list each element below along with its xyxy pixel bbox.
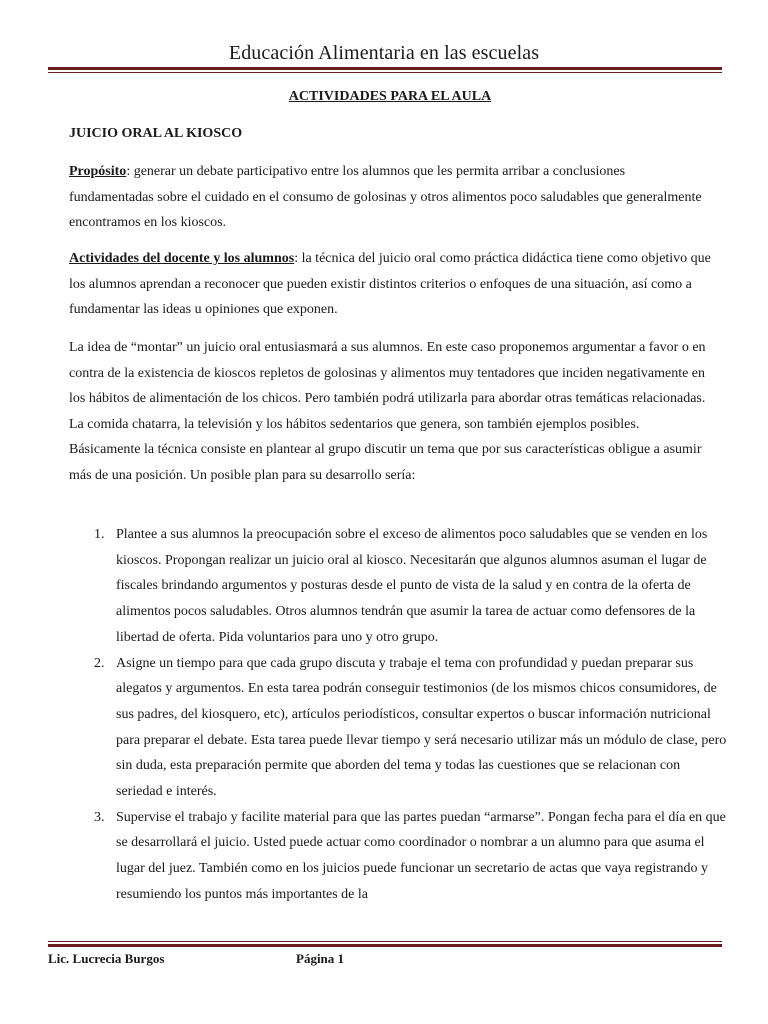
actividades-paragraph <box>69 246 713 323</box>
list-item <box>69 805 729 908</box>
list-item-number: 2. <box>94 655 105 671</box>
steps-list <box>69 522 729 908</box>
footer-rule <box>48 941 722 947</box>
proposito-label: Propósito <box>69 164 127 179</box>
activity-subtitle: JUICIO ORAL AL KIOSCO <box>69 126 243 141</box>
proposito-text: : generar un debate participativo entre los alumnos que les permita arribar a conclusiones fundamentadas sobre el cuidado en el consumo de golosinas y otros alimentos poco saludables que generalmente encontramos en los kioscos. <box>69 164 702 230</box>
list-item-number: 1. <box>94 527 105 542</box>
list-item-text: Supervise el trabajo y facilite material para que las partes puedan “armarse”. Pongan fecha para el día en que se desarrollará el juicio. Usted puede actuar como coordinador o nombrar a un alumno para que asuma el lugar del juez. También como en los juicios puede funcionar un secretario de actas que vaya registrando y resumiendo los puntos más importantes de la <box>116 809 726 902</box>
footer-page-number: Página 1 <box>296 951 345 966</box>
list-item-number: 3. <box>94 809 105 825</box>
list-item-text: Plantee a sus alumnos la preocupación sobre el exceso de alimentos poco saludables que se venden en los kioscos. Propongan realizar un juicio oral al kiosco. Necesitarán que algunos alumnos asuman el lugar de fiscales brindando argumentos y posturas desde el punto de vista de la salud y en contra de la oferta de alimentos pocos saludables. Otros alumnos tendrán que asumir la tarea de actuar como defensores de la libertad de oferta. Pida voluntarios para uno y otro grupo. <box>116 527 708 645</box>
list-item <box>69 651 729 805</box>
footer-author: Lic. Lucrecia Burgos <box>48 951 165 966</box>
header-rule <box>48 67 722 73</box>
intro-paragraph: La idea de “montar” un juicio oral entusiasmará a sus alumnos. En este caso proponemos argumentar a favor o en contra de la existencia de kioscos repletos de golosinas y alimentos muy tentadores que inciden negativamente en los hábitos de alimentación de los chicos. Pero también podrá utilizarla para abordar otras temáticas relacionadas. La comida chatarra, la televisión y los hábitos sedentarios que genera, son también ejemplos posibles. Básicamente la técnica consiste en plantear al grupo discutir un tema que por sus características obligue a asumir más de una posición. Un posible plan para su desarrollo sería: <box>69 340 706 483</box>
page-header-title: Educación Alimentaria en las escuelas <box>228 42 540 64</box>
list-item <box>69 522 729 651</box>
proposito-paragraph <box>69 159 713 236</box>
actividades-label: Actividades del docente y los alumnos <box>69 251 295 266</box>
actividades-text: : la técnica del juicio oral como práctica didáctica tiene como objetivo que los alumnos aprendan a reconocer que pueden existir distintos criterios o enfoques de una situación, así como a fundamentar las ideas u opiniones que exponen. <box>69 251 711 317</box>
list-item-text: Asigne un tiempo para que cada grupo discuta y trabaje el tema con profundidad y puedan preparar sus alegatos y argumentos. En esta tarea podrán conseguir testimonios (de los mismos chicos consumidores, de sus padres, del kiosquero, etc), artículos periodísticos, consultar expertos o buscar información nutricional para preparar el debate. Esta tarea puede llevar tiempo y será necesario utilizar más un módulo de clase, pero sin duda, esta preparación permite que aborden del tema y todas las cuestiones que se relacionan con seriedad e interés. <box>116 655 727 800</box>
section-title: ACTIVIDADES PARA EL AULA <box>288 89 492 104</box>
